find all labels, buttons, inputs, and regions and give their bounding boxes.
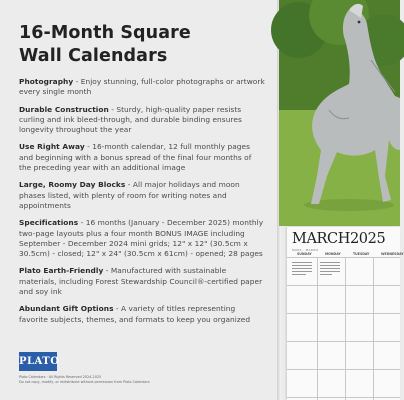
mini-row [292,271,312,272]
title-line-2: Wall Calendars [19,46,168,66]
feature-title: Photography [19,77,74,86]
mini-row [320,271,340,272]
feature-separator: - [84,142,93,152]
feature-text: Enjoy stunning, full-color photographs or artwork every single month [19,77,265,97]
feature-separator: - [103,266,111,276]
month-name: MARCH [292,231,350,247]
footer [19,375,269,385]
plato-logo: PLATO [19,352,57,371]
day-header: TUESDAY [353,252,370,256]
horse-image [279,0,400,226]
feature-earth-friendly [19,266,265,297]
feature-title: Use Right Away [19,142,85,152]
feature-durable-construction [19,105,265,136]
feature-separator: - [108,104,117,114]
feature-separator: - [78,218,86,228]
mini-row [320,265,340,266]
feature-title: Abundant Gift Options [19,304,114,314]
horse-eye [358,21,361,24]
feature-text: 16-month calendar, 12 full monthly pages and beginning with a bonus spread of the final four months of the preceding year with an additional image [19,142,252,173]
feature-day-blocks [19,180,265,211]
feature-title: Large, Roomy Day Blocks [19,180,126,190]
day-header: SUNDAY [297,252,312,256]
feature-text: 16 months (January - December 2025) monthly two-page layouts plus a four month BONUS IMAGE including September - December 2024 mini grids; 12" x 12" (30.5cm x 30.5cm) - closed; 12" x 24" (30.5cm x 61cm) - opened; 28 pages [19,218,264,259]
mini-row [292,262,312,263]
mini-row [292,274,306,275]
feature-separator: - [73,77,81,86]
feature-title: Plato Earth-Friendly [19,266,104,276]
feature-text: Manufactured with sustainable materials, including Forest Stewardship Council®-certified paper and soy ink [19,266,263,297]
feature-text: A variety of titles representing favorite subjects, themes, and formats to keep you organized [19,304,251,324]
footer-line-1: Plato Calendars · All Rights Reserved 2024-2025 [19,375,102,379]
footer-line-2: Do not copy, modify, or redistribute without permission from Plato Calendars [19,380,150,384]
mini-row [320,268,340,269]
feature-gift-options [19,304,265,325]
feature-specifications [19,218,265,259]
mini-calendars [287,227,400,400]
mini-row [320,262,340,263]
page-title [19,22,265,68]
feature-separator: - [113,304,122,314]
feature-photography [19,77,265,98]
feature-title: Durable Construction [19,104,109,114]
feature-title: Specifications [19,218,79,228]
calendar-page [287,227,404,400]
mini-row [320,274,332,275]
mini-row [292,265,312,266]
mini-calendar-dots [292,262,340,275]
month-subtitle: MARS · MARZO [292,248,319,252]
day-header: WEDNESDAY [381,252,404,256]
mini-row [292,268,312,269]
calendar-photo [279,0,400,226]
feature-text: Sturdy, high-quality paper resists curling and ink bleed-through, and durable binding ensures longevity throughout the year [19,104,242,135]
day-header: MONDAY [325,252,341,256]
feature-separator: - [125,180,133,190]
feature-text: All major holidays and moon phases listed, with plenty of room for writing notes and appointments [19,180,240,210]
feature-use-right-away [19,142,265,173]
month-year: 2025 [349,231,386,247]
title-line-1: 16-Month Square [19,23,191,43]
